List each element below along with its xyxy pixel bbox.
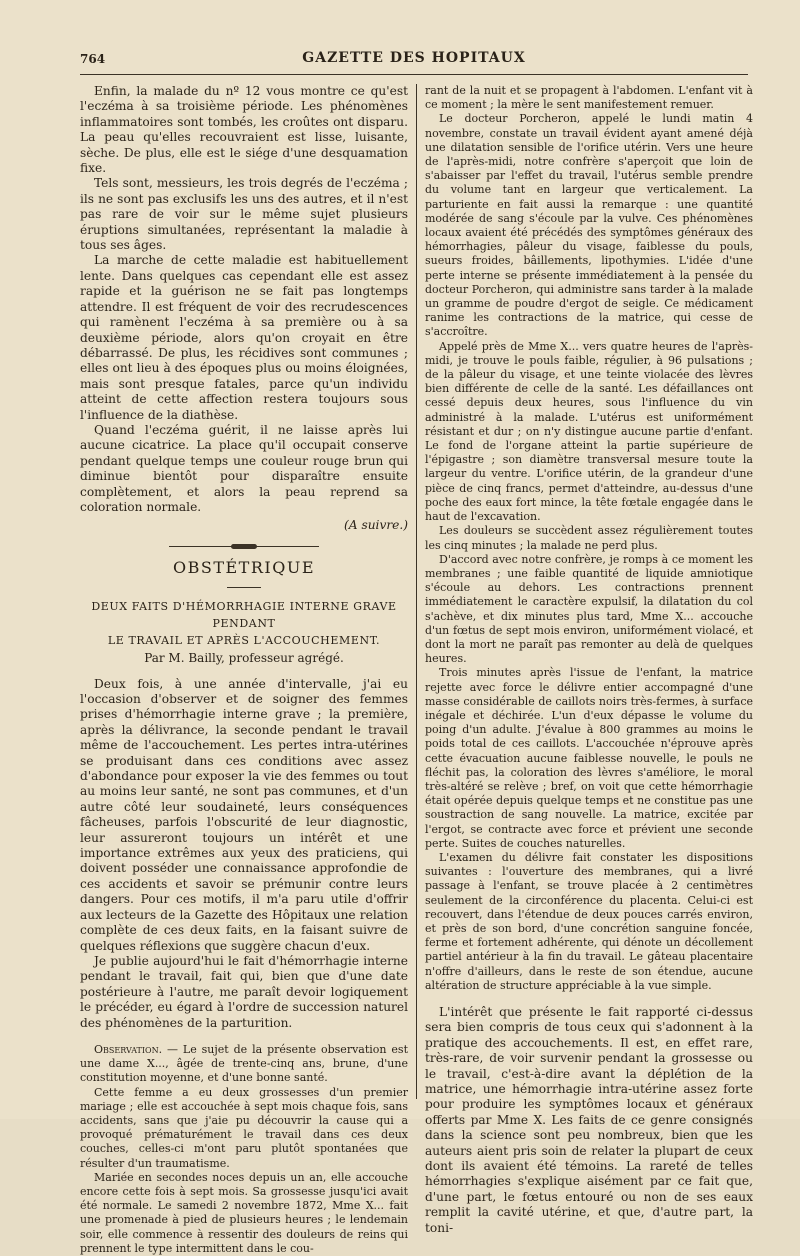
left-column — [80, 84, 408, 1255]
paragraph: Trois minutes après l'issue de l'enfant, la matrice rejette avec force le délivre entier accompagné d'une masse considérable de caillots noirs très-fermes, à surface inégale et déchirée. L'un d'eux dépasse le volume du poing d'un adulte. J'évalue à 800 grammes au moins le poids total de ces caillots. L'accouchée n'éprouve après cette évacuation aucune faiblesse nouvelle, le pouls ne fléchit pas, la coloration des lèvres s'améliore, le moral très-altéré se relève ; bref, on voit que cette hémorrhagie était opérée depuis quelque temps et ne constitue pas une soustraction de sang nouvelle. La matrice, excitée par l'ergot, se contracte avec force et prévient une seconde perte. Suites de couches naturelles. — [425, 666, 753, 850]
to-be-continued: (A suivre.) — [344, 518, 408, 533]
running-title: GAZETTE DES HOPITAUX — [302, 50, 526, 66]
paragraph: Tels sont, messieurs, les trois degrés de l'eczéma ; ils ne sont pas exclusifs les uns des autres, et il n'est pas rare de voir sur le même sujet plusieurs éruptions simultanées, représentant la maladie à tous ses âges. — [80, 176, 408, 253]
article-title-line-1: DEUX FAITS D'HÉMORRHAGIE INTERNE GRAVE PENDANT — [91, 600, 397, 631]
paragraph: Je publie aujourd'hui le fait d'hémorrhagie interne pendant le travail, fait qui, bien que d'une date postérieure à l'autre, me paraît devoir logiquement le précéder, eu égard à l'ordre de succession naturel des phénomènes de la parturition. — [80, 953, 408, 1030]
paragraph: Deux fois, à une année d'intervalle, j'ai eu l'occasion d'observer et de soigner des femmes prises d'hémorrhagie interne grave ; la première, après la délivrance, la seconde pendant le travail même de l'accouchement. Les pertes intra-utérines se produisant dans ces conditions avec assez d'abondance pour exposer la vie des femmes ou tout au moins leur santé, ne sont pas communes, et d'un autre côté leur soudaineté, leurs conséquences fâcheuses, parfois l'obscurité de leur diagnostic, leur assureront toujours un intérêt et une importance extrêmes aux yeux des praticiens, qui doivent posséder une connaissance approfondie de ces accidents et savoir se prémunir contre leurs dangers. Pour ces motifs, il m'a paru utile d'offrir aux lecteurs de la Gazette des Hôpitaux une relation complète de ces deux faits, en la faisant suivre de quelques réflexions que suggère chacun d'eux. — [80, 676, 408, 953]
spacer — [80, 1031, 408, 1043]
paragraph: rant de la nuit et se propagent à l'abdomen. L'enfant vit à ce moment ; la mère le sent manifestement remuer. — [425, 84, 753, 112]
paragraph: D'accord avec notre confrère, je romps à ce moment les membranes ; une faible quantité de liquide amniotique s'écoule au dehors. Les contractions prennent immédiatement le caractère expulsif, la dilatation du col s'achève, et dix minutes plus tard, Mme X... accouche d'un fœtus de sept mois environ, uniformément violacé, et dont la mort ne paraît pas remonter au delà de quelques heures. — [425, 552, 753, 666]
page-number: 764 — [80, 52, 106, 66]
paragraph: Cette femme a eu deux grossesses d'un premier mariage ; elle est accouchée à sept mois chaque fois, sans accidents, sans que j'aie pu découvrir la cause qui a provoqué prématurément le travail dans ces deux couches, celles-ci m'ont paru plutôt spontanées que résulter d'un traumatisme. — [80, 1085, 408, 1170]
paragraph: La marche de cette maladie est habituellement lente. Dans quelques cas cependant elle est assez rapide et la guérison ne se fait pas longtemps attendre. Il est fréquent de voir des recrudescences qui ramènent l'eczéma à sa première ou à sa deuxième période, alors qu'on croyait en être débarrassé. De plus, les récidives sont communes ; elles ont lieu à des époques plus ou moins éloignées, mais sont presque fatales, parce qu'un individu atteint de cette affection restera toujours sous l'influence de la diathèse. — [80, 253, 408, 422]
paragraph: Le docteur Porcheron, appelé le lundi matin 4 novembre, constate un travail évident ayant amené déjà une dilatation sensible de l'orifice utérin. Vers une heure de l'après-midi, notre confrère s'aperçoit que loin de s'abaisser par l'effet du travail, l'utérus semble prendre du volume tant en largeur que verticalement. La parturiente en fait aussi la remarque : une quantité modérée de sang s'écoule par la vulve. Ces phénomènes locaux avaient été précédés des symptômes généraux des hémorrhagies, pâleur du visage, faiblesse du pouls, sueurs froides, bâillements, lipothymies. L'idée d'une perte interne se présente immédiatement à la pensée du docteur Porcheron, qui administre sans tarder à la malade un gramme de poudre d'ergot de seigle. Ce médicament ranime les contractions de la matrice, qui cesse de s'accroître. — [425, 112, 753, 339]
observation-paragraph — [80, 1043, 408, 1086]
section-title: OBSTÉTRIQUE — [172, 557, 315, 577]
paragraph: Quand l'eczéma guérit, il ne laisse après lui aucune cicatrice. La place qu'il occupait conserve pendant quelque temps une couleur rouge brun qui diminue bientôt pour disparaître ensuite complètement, et alors la peau reprend sa coloration normale. — [80, 422, 408, 514]
article-title-line-2: LE TRAVAIL ET APRÈS L'ACCOUCHEMENT. — [107, 634, 381, 648]
paragraph: Les douleurs se succèdent assez régulièrement toutes les cinq minutes ; la malade ne perd plus. — [425, 524, 753, 552]
article-author: Par M. Bailly, professeur agrégé. — [144, 651, 344, 666]
paragraph: Mariée en secondes noces depuis un an, elle accouche encore cette fois à sept mois. Sa grossesse jusqu'ici avait été normale. Le samedi 2 novembre 1872, Mme X... fait une promenade à pied de plusieurs heures ; le lendemain soir, elle commence à ressentir des douleurs de reins qui prennent le type intermittent dans le cou- — [80, 1170, 408, 1255]
spacer — [425, 993, 753, 1005]
right-column — [425, 84, 753, 1235]
page-header — [80, 50, 748, 75]
observation-label: Observation. — [94, 1042, 163, 1056]
observation-text: — Le sujet de la présente observation est une dame X..., âgée de trente-cinq ans, brune, d'une constitution moyenne, et d'une bonne santé. — [80, 1042, 408, 1085]
short-rule — [227, 587, 261, 588]
paragraph: Enfin, la malade du nº 12 vous montre ce qu'est l'eczéma à sa troisième période. Les phénomènes inflammatoires sont tombés, les croûtes ont disparu. La peau qu'elles recouvraient est lisse, luisante, sèche. De plus, elle est le siége d'une desquamation fixe. — [80, 84, 408, 176]
column-divider — [416, 84, 417, 1099]
ornamental-rule — [169, 544, 319, 550]
paragraph: L'intérêt que présente le fait rapporté ci-dessus sera bien compris de tous ceux qui s'adonnent à la pratique des accouchements. Il est, en effet rare, très-rare, de voir survenir pendant la grossesse ou le travail, c'est-à-dire avant la déplétion de la matrice, une hémorrhagie intra-utérine assez forte pour produire les symptômes locaux et généraux offerts par Mme X. Les faits de ce genre consignés dans la science sont peu nombreux, bien que les auteurs aient pris soin de relater la plupart de ceux dont ils avaient été témoins. La rareté de telles hémorrhagies s'explique aisément par ce fait que, d'une part, le fœtus entouré ou non de ses eaux remplit la cavité utérine, et que, d'autre part, la toni- — [425, 1005, 753, 1235]
paragraph: Appelé près de Mme X... vers quatre heures de l'après-midi, je trouve le pouls faible, régulier, à 96 pulsations ; de la pâleur du visage, et une teinte violacée des lèvres bien différente de celle de la santé. Les défaillances ont cessé depuis deux heures, sous l'influence du vin administré à la malade. L'utérus est uniformément résistant et dur ; on n'y distingue aucune partie d'enfant. Le fond de l'organe atteint la partie supérieure de l'épigastre ; son diamètre transversal mesure toute la largeur du ventre. L'orifice utérin, de la grandeur d'une pièce de cinq francs, permet d'atteindre, au-dessus d'une poche des eaux fort mince, la tête fœtale engagée dans le haut de l'excavation. — [425, 339, 753, 524]
paragraph: L'examen du délivre fait constater les dispositions suivantes : l'ouverture des membranes, qui a livré passage à l'enfant, se trouve placée à 2 centimètres seulement de la circonférence du placenta. Celui-ci est recouvert, dans l'étendue de deux pouces carrés environ, et près de son bord, d'une concrétion sanguine foncée, ferme et fortement adhérente, qui dénote un décollement partiel antérieur à la fin du travail. Le gâteau placentaire n'offre d'ailleurs, dans le reste de son étendue, aucune altération de structure appréciable à la vue simple. — [425, 850, 753, 992]
